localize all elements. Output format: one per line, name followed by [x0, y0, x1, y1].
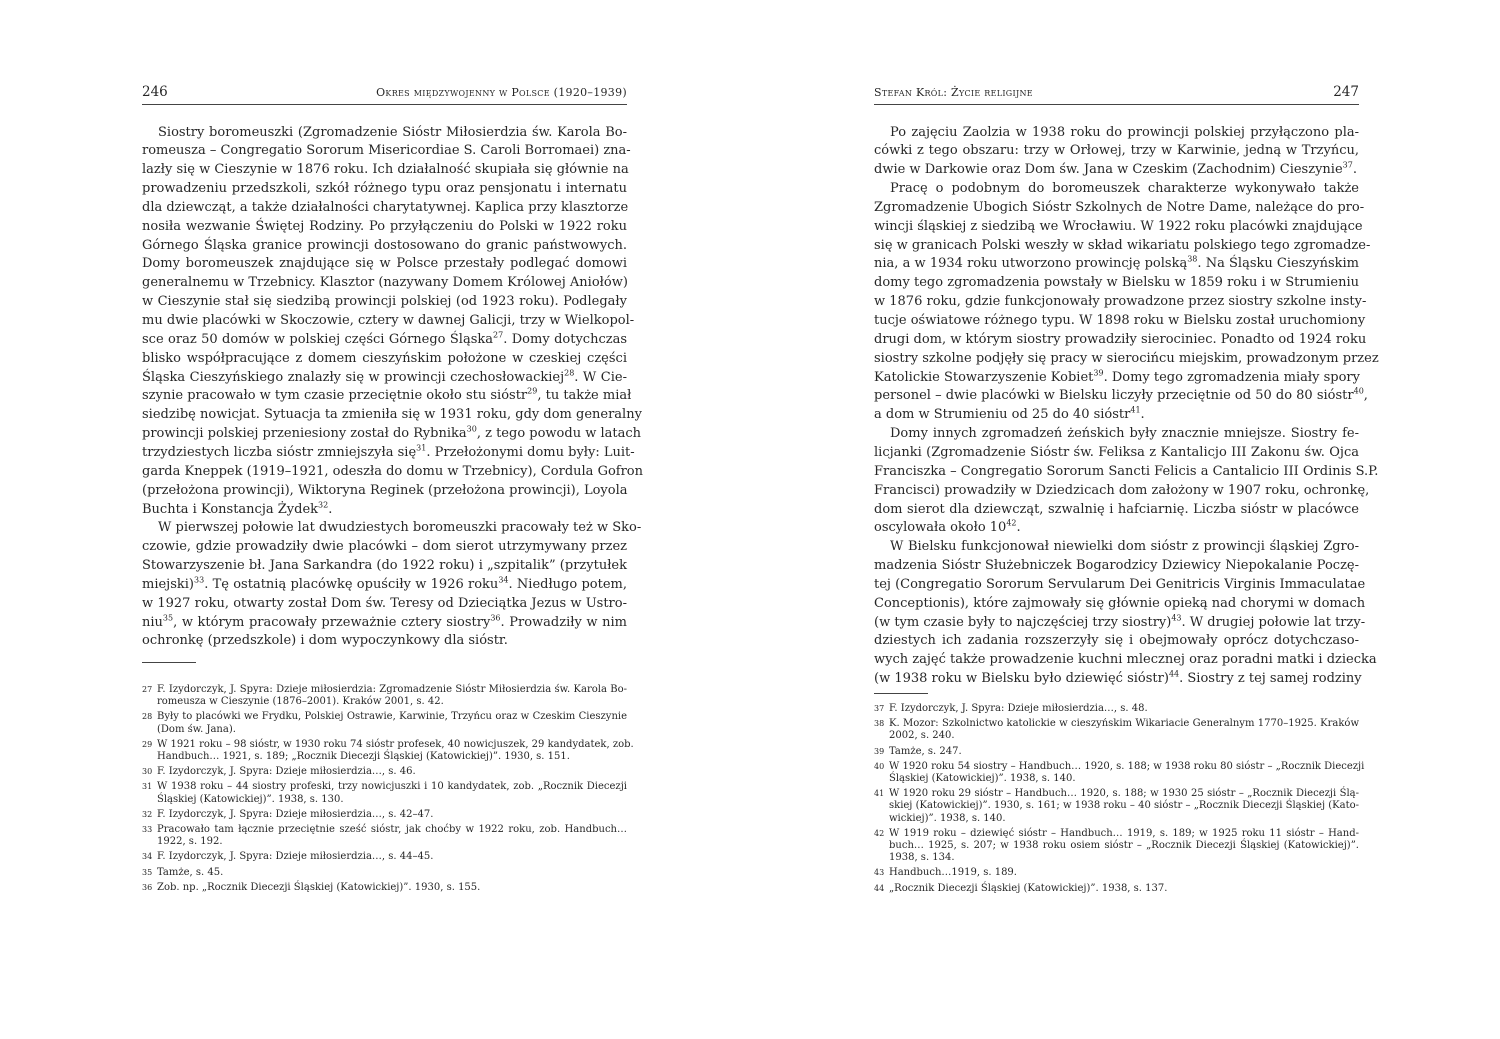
line-text: . W Cie- [574, 369, 627, 385]
right-footnotes [874, 703, 1365, 898]
line-text: siedzibę nowicjat. Sytuacja ta zmieniła się w 1931 roku, gdy dom generalny [142, 407, 642, 423]
line-text: drugi dom, w którym siostry prowadziły sierociniec. Ponadto od 1924 roku [874, 331, 1367, 347]
footnote-line: (Dom św. Jana). [157, 723, 236, 735]
footnote-line: W 1920 roku 54 siostry – Handbuch… 1920, s. 188; w 1938 roku 80 sióstr – „Rocznik Diecezji [889, 760, 1365, 772]
footnote-line: W 1920 roku 29 sióstr – Handbuch… 1920, s. 188; w 1930 25 sióstr – „Rocznik Diecezji Ślą- [889, 788, 1359, 800]
line-text: . Siostry z tej samej rodziny [1179, 671, 1362, 687]
line-text: . [1352, 162, 1357, 178]
line-text: Górnego Śląska granice prowincji dostosowano do granic państwowych. [142, 237, 627, 253]
text-line [874, 123, 1359, 142]
text-line [874, 179, 1359, 198]
line-text: lazły się w Cieszynie w 1876 roku. Ich działalność skupiała się głównie na [142, 162, 629, 178]
line-text: W pierwszej połowie lat dwudziestych boromeuszki pracowały też w Sko- [158, 520, 642, 536]
footnote-number: 41 [874, 789, 885, 799]
text-line [874, 594, 1366, 613]
line-text: Franciszka – Congregatio Sororum Sancti Felicis a Cantalicio III Ordinis S.P. [874, 463, 1379, 479]
line-text: Śląska Cieszyńskiego znalazły się w prowincji czechosłowackiej [142, 369, 565, 385]
line-text: nosiła wezwanie Świętej Rodziny. Po przyłączeniu do Polski w 1922 roku [142, 218, 627, 234]
line-text: oscylowała około 10 [874, 520, 1007, 536]
text-line [142, 273, 627, 292]
footnote-line: romeusza w Cieszynie (1876–2001). Kraków 2001, s. 42. [157, 696, 444, 708]
footnote-ref: 28 [564, 368, 575, 378]
footnote-line: Tamże, s. 247. [889, 745, 962, 757]
line-text: dla dziewcząt, a także działalności charytatywnej. Kaplica przy klasztorze [142, 199, 629, 215]
text-line [142, 594, 627, 613]
footnote-line: Handbuch…1919, s. 189. [889, 867, 1017, 879]
line-text: mu dwie placówki w Skoczowie, cztery w dawnej Galicji, trzy w Wielkopol- [142, 313, 635, 328]
text-line [874, 160, 1359, 179]
line-text: . Tę ostatnią placówkę opuściły w 1926 roku [204, 576, 499, 592]
line-text: . Prowadziły w nim [500, 614, 627, 630]
footnote-number: 40 [874, 761, 885, 771]
footnote-ref: 32 [318, 500, 329, 510]
line-text: wych zajęć także prowadzenie kuchni mlecznej oraz poradni matki i dziecka [874, 652, 1377, 668]
footnote-ref: 31 [416, 443, 427, 453]
line-text: (w tym czasie były to najczęściej trzy siostry) [874, 614, 1172, 630]
footnote-ref: 35 [162, 613, 174, 623]
left-footnotes [142, 684, 634, 897]
line-text: garda Kneppek (1919–1921, odeszła do domu w Trzebnicy), Cordula Gofron [142, 463, 644, 479]
line-text: . Przełożonymi domu były: Luit- [426, 444, 635, 460]
text-line [874, 273, 1359, 292]
line-text: sce oraz 50 domów w polskiej części Górnego Śląska [142, 331, 494, 347]
left-footnote-rule [142, 662, 196, 663]
footnote [142, 824, 627, 848]
footnote-line: W 1921 roku – 98 sióstr, w 1930 roku 74 sióstr profesek, 40 nowicjuszek, 29 kandydatek, zob. [157, 738, 634, 750]
left-header-title: Okres międzywojenny w Polsce (1920–1939) [376, 86, 627, 99]
footnote [142, 684, 627, 708]
text-line [874, 481, 1370, 500]
line-text: cówki z tego obszaru: trzy w Orłowej, trzy w Karwinie, jedną w Trzyńcu, [874, 143, 1359, 159]
footnote-line: Śląskiej (Katowickiej)”. 1938, s. 140. [889, 773, 1076, 785]
footnote [142, 781, 627, 805]
line-text: Pracę o podobnym do boromeuszek charakterze wykonywało także [890, 181, 1359, 197]
line-text: czowie, gdzie prowadziły dwie placówki – dom sierot utrzymywany przez [142, 539, 627, 555]
line-text: szynie pracowało w tym czasie przeciętnie około stu sióstr [142, 388, 528, 404]
text-line [874, 236, 1371, 255]
footnote [142, 738, 634, 763]
line-text: Buchta i Konstancja Żydek [142, 501, 319, 517]
footnote-line: F. Izydorczyk, J. Spyra: Dzieje miłosierdzia: Zgromadzenie Sióstr Miłosierdzia św. Karola Bo- [157, 684, 627, 695]
footnote [874, 867, 1359, 879]
line-text: Domy boromeuszek znajdujące się w Polsce przestały podlegać domowi [142, 256, 627, 272]
line-text: . Na Śląsku Cieszyńskim [1197, 256, 1359, 272]
line-text: siostry szkolne podjęły się pracy w sierocińcu miejskim, prowadzonym przez [874, 350, 1379, 366]
text-line [874, 141, 1359, 160]
footnote-ref: 36 [490, 613, 501, 623]
line-text: niu [142, 614, 163, 630]
right-running-header [874, 84, 1359, 104]
footnote-line: Tamże, s. 45. [157, 866, 224, 878]
line-text: Siostry boromeuszki (Zgromadzenie Sióstr Miłosierdzia św. Karola Bo- [158, 124, 627, 140]
footnote-line: W 1938 roku – 44 siostry profeski, trzy nowicjuszki i 10 kandydatek, zob. „Rocznik Diecezji [157, 781, 627, 793]
footnote-number: 28 [142, 712, 153, 722]
left-page-number: 246 [142, 84, 168, 100]
left-page [142, 0, 644, 1039]
footnote-line: F. Izydorczyk, J. Spyra: Dzieje miłosierdzia…, s. 46. [157, 766, 416, 778]
text-line [142, 500, 627, 519]
line-text: . [1140, 407, 1145, 423]
footnote [142, 867, 627, 879]
footnote-number: 27 [142, 685, 153, 694]
line-text: nia, a w 1934 roku utworzono prowincję polską [874, 256, 1188, 272]
left-running-header [142, 84, 627, 104]
text-line [142, 349, 627, 368]
footnote-number: 43 [874, 868, 885, 878]
text-line [874, 217, 1363, 236]
line-text: . Domy dotychczas [503, 331, 627, 347]
footnote-line: W 1919 roku – dziewięć sióstr – Handbuch… 1919, s. 189; w 1925 roku 11 sióstr – Hand- [889, 827, 1359, 839]
footnote-ref: 33 [194, 575, 205, 585]
footnote-ref: 44 [1168, 669, 1180, 679]
footnote-ref: 42 [1006, 519, 1017, 529]
line-text: Francisci) prowadziły w Dziedzicach dom założony w 1907 roku, ochronkę, [874, 482, 1370, 498]
line-text: tej (Congregatio Sororum Servularum Dei Genitricis Virginis Immaculatae [874, 576, 1366, 592]
text-line [142, 481, 627, 500]
text-line [142, 386, 632, 405]
text-line [142, 123, 627, 142]
footnote-line: F. Izydorczyk, J. Spyra: Dzieje miłosierdzia…, s. 44–45. [157, 851, 434, 863]
text-line [874, 443, 1359, 462]
footnote-ref: 41 [1130, 405, 1141, 415]
footnote-number: 44 [874, 883, 885, 893]
footnote [874, 828, 1359, 865]
text-line [142, 405, 642, 424]
line-text: dwie w Darkowie oraz Dom św. Jana w Czeskim (Zachodnim) Cieszynie [874, 162, 1343, 178]
footnote-line: Zob. np. „Rocznik Diecezji Śląskiej (Katowickiej)”. 1930, s. 155. [157, 881, 481, 893]
footnote-line: Śląskiej (Katowickiej)”. 1938, s. 130. [157, 793, 344, 805]
text-line [874, 349, 1379, 368]
line-text: (w 1938 roku w Bielsku było dziewięć sióstr) [874, 671, 1169, 687]
footnote-ref: 43 [1171, 613, 1182, 623]
footnote-line: Handbuch… 1921, s. 189; „Rocznik Diecezji Śląskiej (Katowickiej)”. 1930, s. 151. [157, 751, 570, 763]
line-text: Conceptionis), które zajmowały się głównie opieką nad chorymi w domach [874, 595, 1366, 611]
right-header-title: Stefan Król: Życie religijne [874, 86, 1033, 99]
line-text: domy tego zgromadzenia powstały w Bielsku w 1859 roku i w Strumieniu [874, 275, 1359, 291]
line-text: W Bielsku funkcjonował niewielki dom sióstr z prowincji śląskiej Zgro- [890, 539, 1359, 555]
text-line [874, 537, 1359, 556]
line-text: w Cieszynie stał się siedzibą prowincji polskiej (od 1923 roku). Podlegały [142, 294, 627, 310]
line-text: . [1016, 520, 1021, 536]
footnote-number: 36 [142, 882, 153, 892]
line-text: prowincji polskiej przeniesiony został do Rybnika [142, 426, 467, 442]
text-line [874, 311, 1366, 330]
line-text: a dom w Strumieniu od 25 do 40 sióstr [874, 407, 1131, 423]
line-text: , z tego powodu w latach [476, 426, 641, 442]
line-text: tucje oświatowe różnego typu. W 1898 roku w Bielsku został uruchomiony [874, 313, 1366, 328]
text-line [874, 405, 1359, 424]
footnote-number: 30 [142, 767, 153, 777]
footnote-line: buch… 1925, s. 207; w 1938 roku osiem sióstr – „Rocznik Diecezji Śląskiej (Katowickiej)”. [889, 840, 1359, 852]
footnote-ref: 29 [527, 387, 538, 397]
text-line [142, 443, 635, 462]
footnote-number: 42 [874, 828, 885, 838]
text-line [142, 311, 635, 330]
footnote [874, 788, 1359, 825]
text-line [874, 254, 1359, 273]
footnote [142, 766, 627, 778]
line-text: romeusza – Congregatio Sororum Misericordiae S. Caroli Borromaei) zna- [142, 143, 631, 159]
line-text: . Niedługo potem, [508, 576, 627, 592]
text-line [874, 500, 1359, 519]
line-text: w 1876 roku, gdzie funkcjonowały prowadzone przez siostry szkolne insty- [874, 294, 1367, 310]
text-line [142, 424, 641, 443]
footnote-number: 37 [874, 704, 885, 713]
text-line [142, 556, 627, 575]
right-footnote-rule [874, 693, 928, 694]
text-line [142, 537, 627, 556]
footnote-number: 29 [142, 739, 153, 749]
footnote-ref: 38 [1187, 255, 1198, 265]
line-text: Katolickie Stowarzyszenie Kobiet [874, 369, 1094, 385]
line-text: personel – dwie placówki w Bielsku liczyły przeciętnie od 50 do 80 sióstr [874, 388, 1354, 404]
text-line [874, 368, 1359, 387]
footnote-number: 32 [142, 809, 153, 819]
text-line [142, 575, 627, 594]
text-line [142, 254, 627, 273]
footnote [874, 703, 1359, 715]
line-text: . Domy tego zgromadzenia miały spory [1103, 369, 1360, 385]
line-text: dom sierot dla dziewcząt, szwalnię i hafciarnię. Liczba sióstr w placówce [874, 501, 1359, 517]
text-line [142, 160, 627, 179]
line-text: Domy innych zgromadzeń żeńskich były znacznie mniejsze. Siostry fe- [890, 426, 1359, 442]
footnote-line: Były to placówki we Frydku, Polskiej Ostrawie, Karwinie, Trzyńcu oraz w Czeskim Cieszynie [157, 711, 627, 723]
footnote-line: 1938, s. 134. [889, 852, 955, 864]
footnote [874, 883, 1359, 895]
text-line [142, 518, 642, 537]
line-text: licjanki (Zgromadzenie Sióstr św. Feliksa z Kantalicjo III Zakonu św. Ojca [874, 444, 1359, 460]
line-text: generalnemu w Trzebnicy. Klasztor (nazywany Domem Królowej Aniołów) [142, 275, 628, 291]
line-text: prowadzeniu przedszkoli, szkół różnego typu oraz pensjonatu i internatu [142, 181, 627, 197]
text-line [874, 669, 1362, 688]
footnote-line: wickiej)”. 1938, s. 140. [889, 812, 1006, 824]
text-line [142, 179, 627, 198]
text-line [142, 141, 631, 160]
footnote-ref: 27 [493, 330, 504, 340]
text-line [874, 518, 1359, 537]
line-text: Po zajęciu Zaolzia w 1938 roku do prowincji polskiej przyłączono pla- [890, 124, 1359, 140]
line-text: . [328, 501, 333, 517]
text-line [142, 462, 644, 481]
text-line [142, 330, 627, 349]
line-text: się w granicach Polski weszły w skład wikariatu polskiego tego zgromadze- [874, 237, 1371, 253]
text-line [142, 631, 627, 650]
line-text: trzydziestych liczba sióstr zmniejszyła się [142, 444, 417, 460]
line-text: Zgromadzenie Ubogich Sióstr Szkolnych de Notre Dame, należące do pro- [874, 199, 1365, 215]
line-text: w 1927 roku, otwarty został Dom św. Teresy od Dzieciątka Jezus w Ustro- [142, 595, 627, 611]
footnote-ref: 30 [466, 424, 477, 434]
text-line [142, 292, 627, 311]
text-line [874, 556, 1359, 575]
line-text: dziestych ich zadania rozszerzyły się i obejmowały oprócz dotychczaso- [874, 633, 1359, 649]
text-line [142, 368, 627, 387]
footnote-number: 38 [874, 719, 885, 729]
line-text: ochronkę (przedszkole) i dom wypoczynkowy dla sióstr. [142, 633, 508, 649]
text-line [142, 613, 627, 632]
text-line [874, 424, 1359, 443]
line-text: wincji śląskiej z siedzibą we Wrocławiu. W 1922 roku placówki znajdujące [874, 218, 1363, 234]
line-text: , w którym pracowały przeważnie cztery siostry [173, 614, 491, 630]
right-page-number: 247 [1333, 84, 1359, 100]
line-text: , tu także miał [537, 388, 632, 404]
footnote-line: F. Izydorczyk, J. Spyra: Dzieje miłosierdzia…, s. 42–47. [157, 808, 434, 820]
footnote-ref: 34 [498, 575, 509, 585]
footnote [874, 760, 1365, 785]
footnote-line: Pracowało tam łącznie przeciętnie sześć sióstr, jak choćby w 1922 roku, zob. Handbuch… [157, 824, 627, 836]
line-text: blisko współpracujące z domem cieszyńskim położone w czeskiej części [142, 350, 627, 366]
text-line [874, 330, 1367, 349]
footnote-line: skiej (Katowickiej)”. 1930, s. 161; w 1938 roku – 40 sióstr – „Rocznik Diecezji Śląskiej (Kato- [889, 800, 1359, 812]
text-line [874, 650, 1377, 669]
right-header-rule [874, 104, 1359, 105]
footnote-line: „Rocznik Diecezji Śląskiej (Katowickiej)”. 1938, s. 137. [889, 882, 1168, 894]
right-page [874, 0, 1379, 1039]
footnote [142, 851, 627, 863]
footnote-ref: 37 [1342, 160, 1353, 170]
footnote-ref: 39 [1093, 368, 1104, 378]
line-text: miejski) [142, 576, 194, 592]
text-line [874, 198, 1365, 217]
text-line [874, 575, 1366, 594]
line-text: . W drugiej połowie lat trzy- [1181, 614, 1366, 630]
text-line [142, 198, 627, 217]
footnote-line: 2002, s. 240. [889, 730, 955, 742]
footnote [142, 882, 627, 894]
footnote [874, 746, 1359, 758]
left-header-rule [142, 104, 627, 105]
text-line [874, 613, 1366, 632]
footnote [874, 718, 1359, 742]
footnote-ref: 40 [1353, 387, 1364, 397]
footnote-number: 39 [874, 746, 885, 756]
text-line [874, 386, 1368, 405]
footnote-line: K. Mozor: Szkolnictwo katolickie w cieszyńskim Wikariacie Generalnym 1770–1925. Kraków [889, 718, 1359, 730]
footnote-number: 31 [142, 782, 153, 792]
footnote [142, 809, 627, 821]
line-text: Stowarzyszenie bł. Jana Sarkandra (do 1922 roku) i „szpitalik” (przytułek [142, 558, 627, 574]
footnote-number: 35 [142, 867, 153, 877]
footnote-number: 33 [142, 825, 153, 835]
text-line [874, 631, 1359, 650]
line-text: madzenia Sióstr Służebniczek Bogarodzicy Dziewicy Niepokalanie Poczę- [874, 558, 1359, 574]
footnote-line: F. Izydorczyk, J. Spyra: Dzieje miłosierdzia…, s. 48. [889, 703, 1148, 714]
line-text: , [1363, 388, 1368, 404]
text-line [142, 217, 627, 236]
line-text: (przełożona prowincji), Wiktoryna Reginek (przełożona prowincji), Loyola [142, 482, 628, 498]
footnote-line: 1922, s. 192. [157, 836, 223, 848]
text-line [874, 462, 1379, 481]
text-line [874, 292, 1367, 311]
text-line [142, 236, 627, 255]
footnote-number: 34 [142, 852, 153, 862]
footnote [142, 711, 627, 735]
